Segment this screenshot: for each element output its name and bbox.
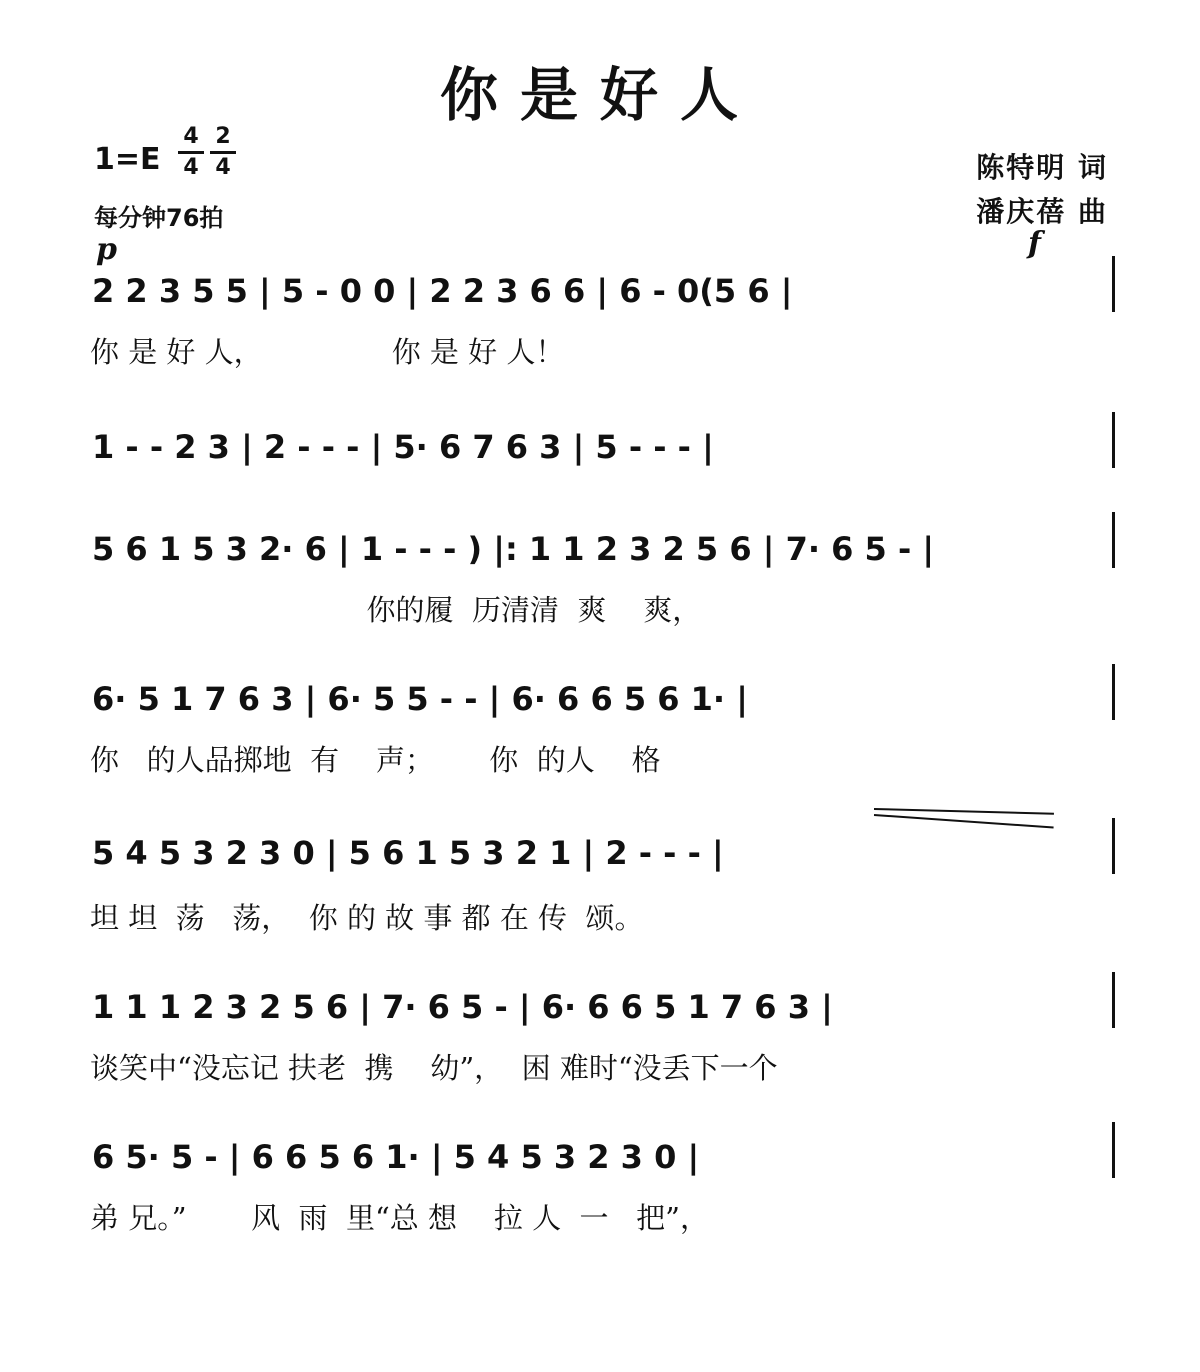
lyrics-line-1: 你 是 好 人， 你 是 好 人！ xyxy=(90,335,565,369)
crescendo-hairpin-lower xyxy=(874,814,1054,829)
time-signature-1-bar xyxy=(178,151,204,154)
time-signature-2-bar xyxy=(210,151,236,154)
time-signature-1-bottom: 4 xyxy=(183,155,199,180)
page-title: 你是好人 xyxy=(439,61,760,129)
lyrics-line-6: 谈笑中“没忘记 扶老 携 幼”， 困 难时“没丢下一个 xyxy=(90,1051,778,1085)
dynamic-piano: p xyxy=(96,232,117,267)
notation-line-4: 6· 5 1 7 6 3 | 6· 5 5 - - | 6· 6 6 5 6 1· | xyxy=(92,680,748,718)
lyricist-credit: 陈特明 词 xyxy=(976,151,1108,184)
crescendo-hairpin-upper xyxy=(874,808,1054,815)
system-end-barline-3 xyxy=(1112,512,1115,568)
system-end-barline-4 xyxy=(1112,664,1115,720)
dynamic-forte: f xyxy=(1028,226,1041,261)
notation-line-1: 2 2 3 5 5 | 5 - 0 0 | 2 2 3 6 6 | 6 - 0(5 6 | xyxy=(92,272,793,310)
notation-line-3: 5 6 1 5 3 2· 6 | 1 - - - ) |: 1 1 2 3 2 5 6 | 7· 6 5 - | xyxy=(92,530,935,568)
notation-line-2: 1 - - 2 3 | 2 - - - | 5· 6 7 6 3 | 5 - - - | xyxy=(92,428,714,466)
tempo-marking: 每分钟76拍 xyxy=(94,204,224,232)
time-signature-1-top: 4 xyxy=(183,124,199,149)
system-end-barline-6 xyxy=(1112,972,1115,1028)
time-signature-1 xyxy=(178,124,204,181)
notation-line-6: 1 1 1 2 3 2 5 6 | 7· 6 5 - | 6· 6 6 5 1 7 6 3 | xyxy=(92,988,833,1026)
lyrics-line-4: 你 的人品掷地 有 声； 你 的人 格 xyxy=(90,743,661,777)
time-signature-2 xyxy=(210,124,236,181)
system-end-barline-2 xyxy=(1112,412,1115,468)
system-end-barline-7 xyxy=(1112,1122,1115,1178)
key-signature: 1=E xyxy=(94,142,161,177)
lyrics-line-5: 坦 坦 荡 荡， 你 的 故 事 都 在 传 颂。 xyxy=(90,901,644,935)
time-signature-2-bottom: 4 xyxy=(215,155,231,180)
notation-line-7: 6 5· 5 - | 6 6 5 6 1· | 5 4 5 3 2 3 0 | xyxy=(92,1138,700,1176)
system-end-barline-5 xyxy=(1112,818,1115,874)
notation-line-5: 5 4 5 3 2 3 0 | 5 6 1 5 3 2 1 | 2 - - - | xyxy=(92,834,724,872)
composer-credit: 潘庆蓓 曲 xyxy=(976,195,1108,228)
time-signature-2-top: 2 xyxy=(215,124,231,149)
lyrics-line-7: 弟 兄。” 风 雨 里“总 想 拉 人 一 把”， xyxy=(90,1201,709,1235)
system-end-barline-1 xyxy=(1112,256,1115,312)
lyrics-line-3: 你的履 历清清 爽 爽， xyxy=(90,593,702,627)
